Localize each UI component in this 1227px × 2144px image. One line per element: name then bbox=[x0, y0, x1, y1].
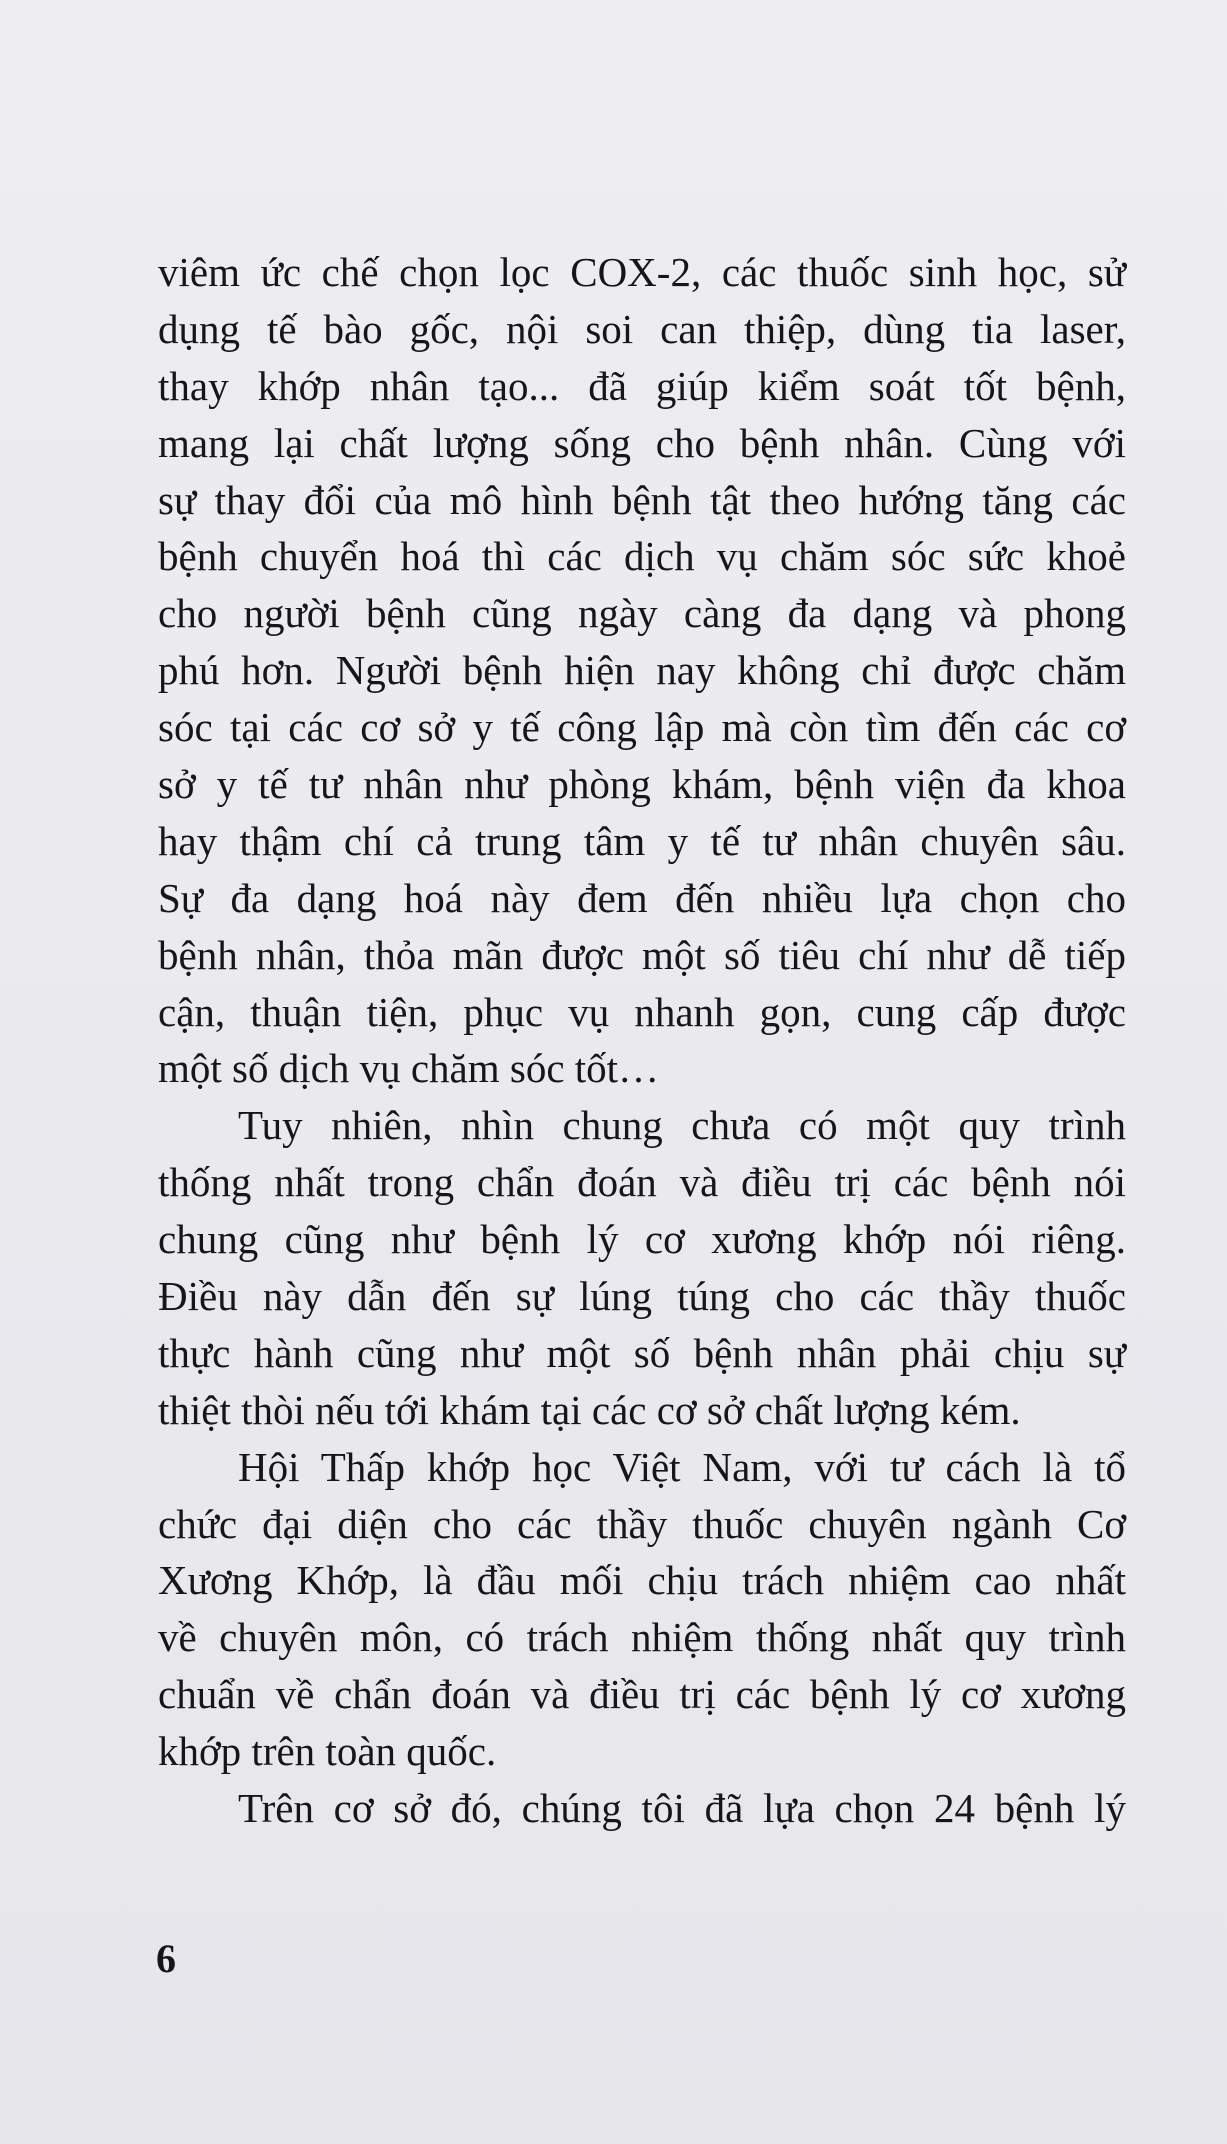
text-line: sóc tại các cơ sở y tế công lập mà còn tìm đến các cơ bbox=[158, 704, 1126, 751]
text-line: Tuy nhiên, nhìn chung chưa có một quy trình bbox=[238, 1102, 1126, 1149]
text-line: Trên cơ sở đó, chúng tôi đã lựa chọn 24 bệnh lý bbox=[238, 1785, 1126, 1832]
text-line: phú hơn. Người bệnh hiện nay không chỉ được chăm bbox=[158, 647, 1126, 694]
text-line: Hội Thấp khớp học Việt Nam, với tư cách là tổ bbox=[238, 1443, 1126, 1490]
text-line: chuẩn về chẩn đoán và điều trị các bệnh lý cơ xương bbox=[158, 1671, 1126, 1718]
paragraph bbox=[158, 1439, 1126, 1780]
text-line: cận, thuận tiện, phục vụ nhanh gọn, cung cấp được bbox=[158, 988, 1126, 1035]
paragraph bbox=[158, 244, 1126, 1097]
text-line: hay thậm chí cả trung tâm y tế tư nhân chuyên sâu. bbox=[158, 817, 1126, 864]
body-text bbox=[158, 244, 1126, 1837]
text-line: dụng tế bào gốc, nội soi can thiệp, dùng tia laser, bbox=[158, 305, 1126, 352]
text-line: thực hành cũng như một số bệnh nhân phải chịu sự bbox=[158, 1329, 1126, 1376]
text-line: sự thay đổi của mô hình bệnh tật theo hướng tăng các bbox=[158, 476, 1126, 523]
page-number: 6 bbox=[156, 1936, 176, 1981]
text-line: thiệt thòi nếu tới khám tại các cơ sở chất lượng kém. bbox=[158, 1386, 1021, 1433]
text-line: bệnh chuyển hoá thì các dịch vụ chăm sóc sức khoẻ bbox=[158, 533, 1126, 580]
text-line: mang lại chất lượng sống cho bệnh nhân. Cùng với bbox=[158, 419, 1126, 466]
text-line: cho người bệnh cũng ngày càng đa dạng và phong bbox=[158, 590, 1126, 637]
text-line: một số dịch vụ chăm sóc tốt… bbox=[158, 1045, 660, 1092]
text-line: Điều này dẫn đến sự lúng túng cho các thầy thuốc bbox=[158, 1273, 1126, 1320]
text-line: về chuyên môn, có trách nhiệm thống nhất quy trình bbox=[158, 1614, 1126, 1661]
paragraph bbox=[158, 1097, 1126, 1438]
text-line: sở y tế tư nhân như phòng khám, bệnh viện đa khoa bbox=[158, 761, 1126, 808]
text-line: viêm ức chế chọn lọc COX-2, các thuốc sinh học, sử bbox=[158, 249, 1126, 295]
text-line: thay khớp nhân tạo... đã giúp kiểm soát tốt bệnh, bbox=[158, 362, 1126, 409]
text-line: chung cũng như bệnh lý cơ xương khớp nói riêng. bbox=[158, 1216, 1126, 1263]
text-line: Sự đa dạng hoá này đem đến nhiều lựa chọn cho bbox=[158, 874, 1126, 921]
text-line: thống nhất trong chẩn đoán và điều trị các bệnh nói bbox=[158, 1159, 1126, 1206]
paragraph bbox=[158, 1780, 1126, 1837]
text-line: chức đại diện cho các thầy thuốc chuyên ngành Cơ bbox=[158, 1500, 1126, 1547]
text-line: khớp trên toàn quốc. bbox=[158, 1728, 497, 1775]
text-line: Xương Khớp, là đầu mối chịu trách nhiệm cao nhất bbox=[158, 1557, 1126, 1604]
text-line: bệnh nhân, thỏa mãn được một số tiêu chí như dễ tiếp bbox=[158, 931, 1126, 978]
